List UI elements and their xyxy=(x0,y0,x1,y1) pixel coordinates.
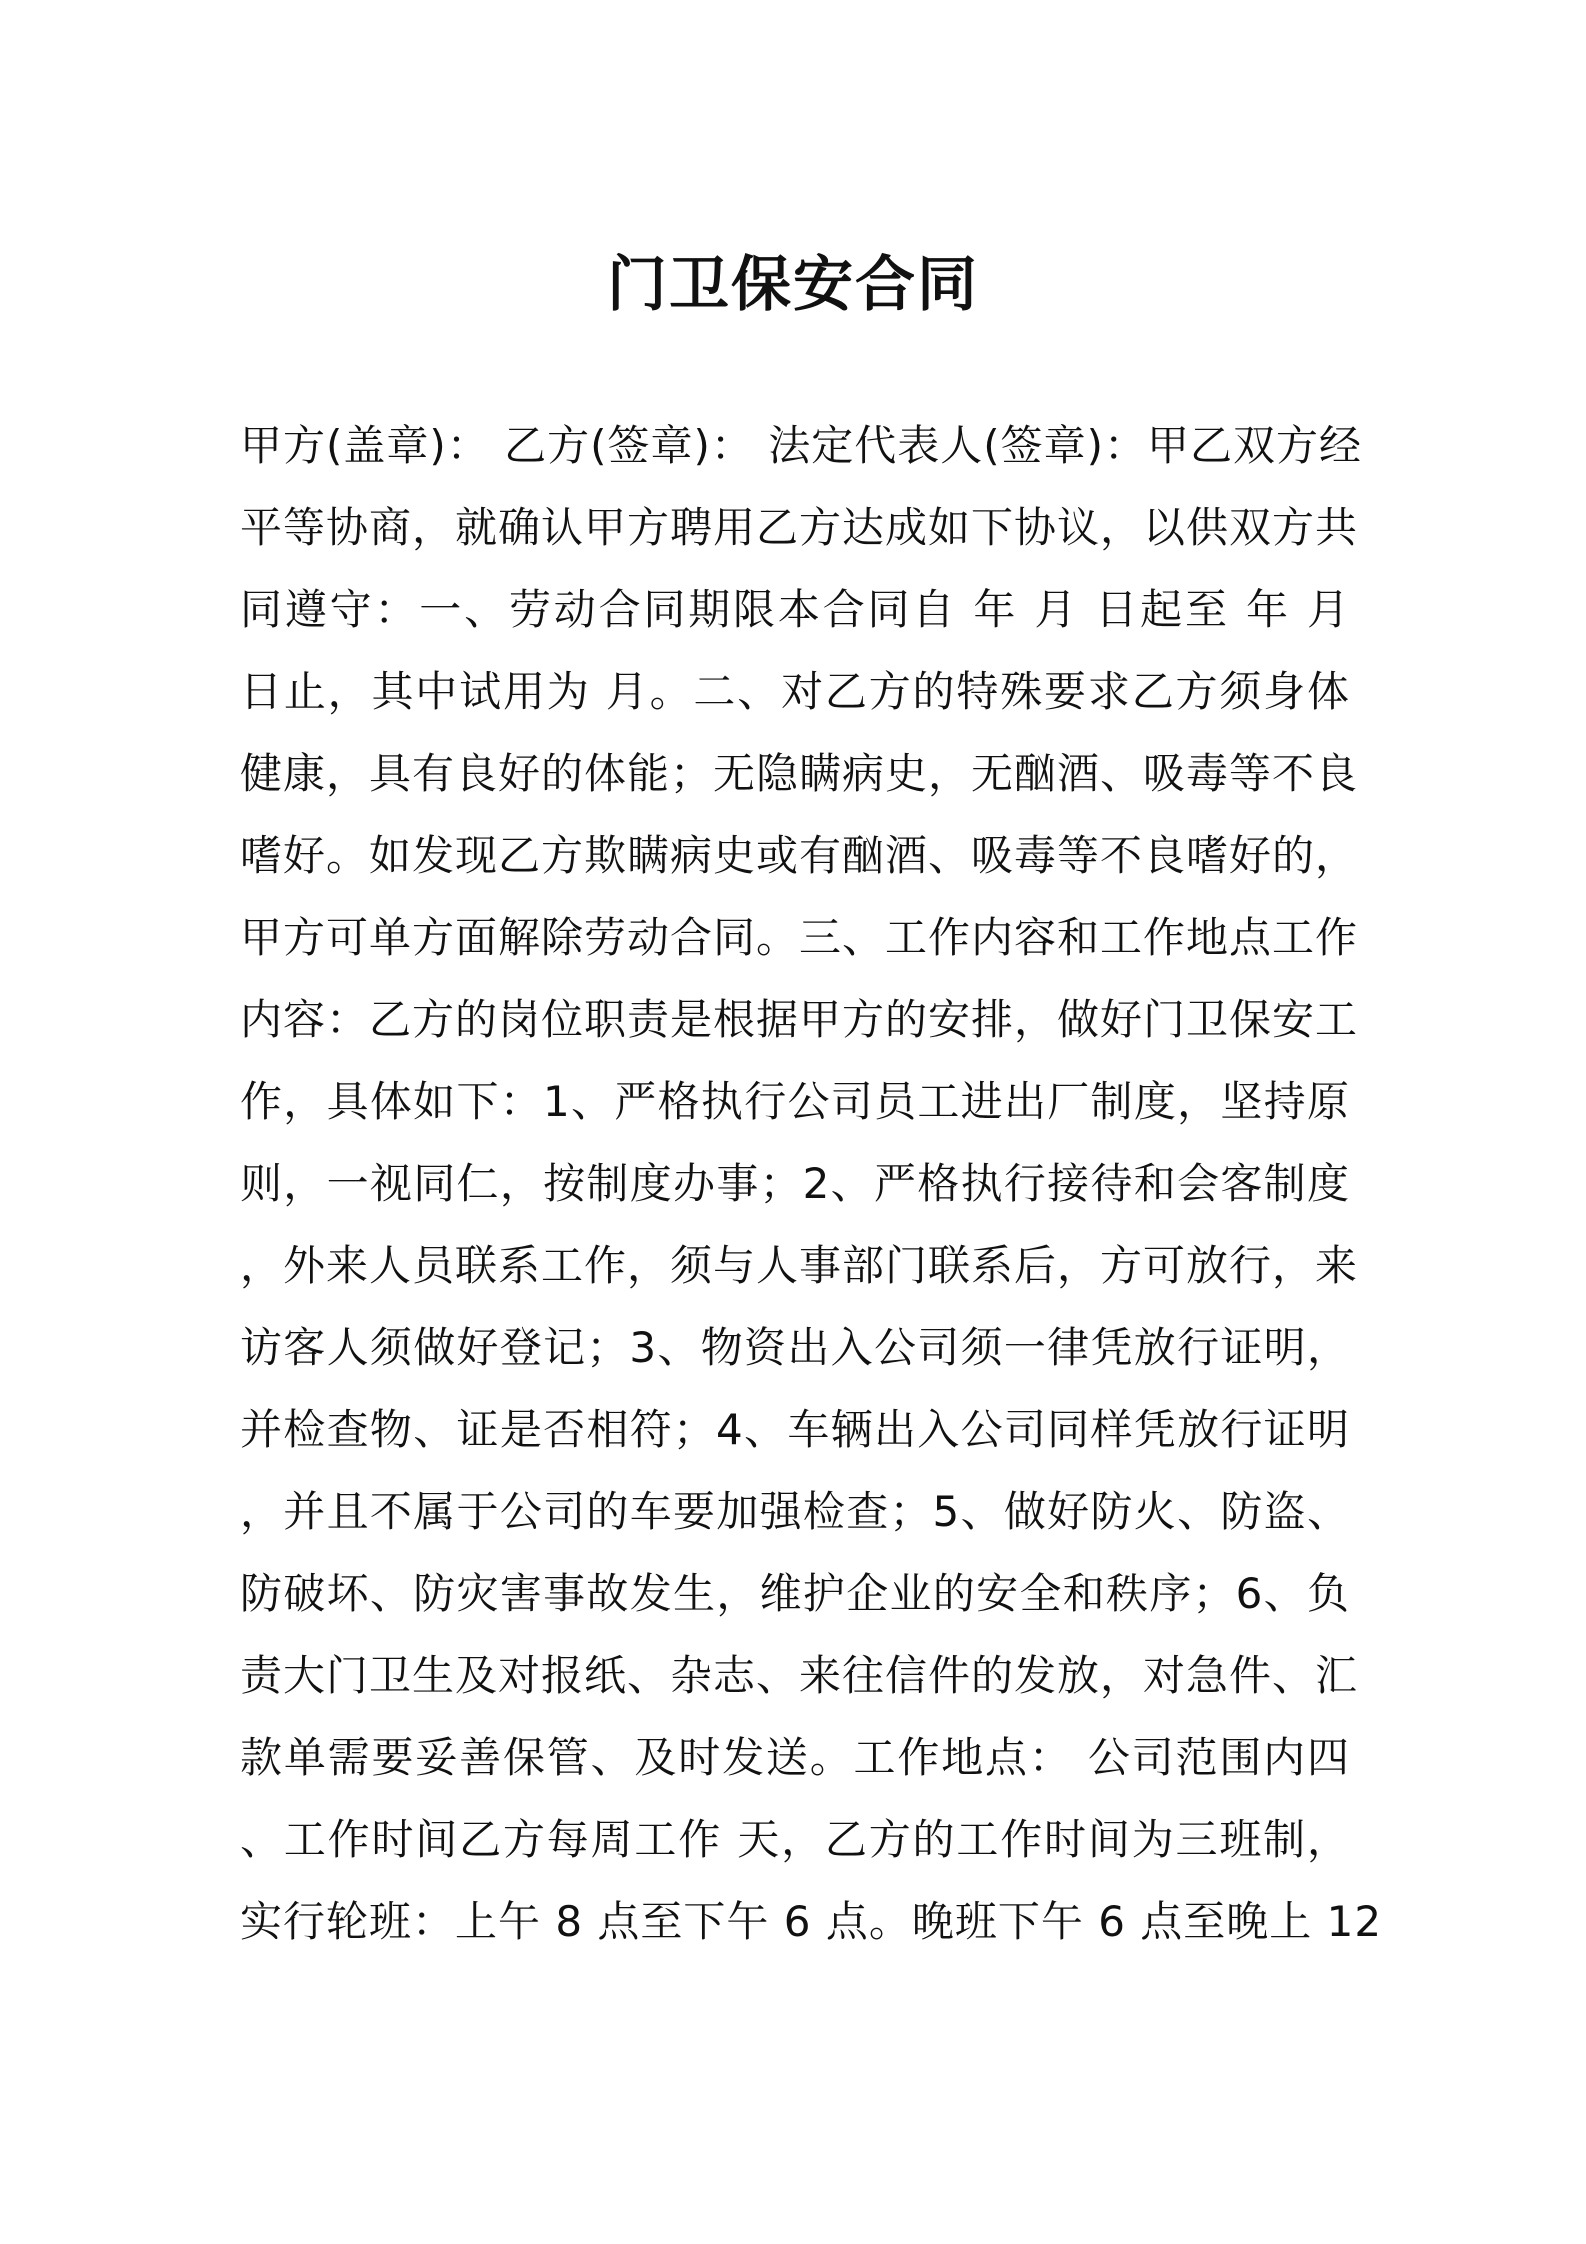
body-line: 款单需要妥善保管、及时发送。工作地点： 公司范围内四 xyxy=(240,1733,1350,1782)
body-line: 健康，具有良好的体能；无隐瞒病史，无酗酒、吸毒等不良 xyxy=(240,749,1359,798)
body-line: 同遵守：一、劳动合同期限本合同自 年 月 日起至 年 月 xyxy=(240,585,1350,634)
body-line: 平等协商，就确认甲方聘用乙方达成如下协议，以供双方共 xyxy=(240,503,1359,552)
body-line: ，并且不属于公司的车要加强检查；5、做好防火、防盗、 xyxy=(240,1487,1350,1536)
body-line: 访客人须做好登记；3、物资出入公司须一律凭放行证明， xyxy=(240,1323,1350,1372)
contract-body xyxy=(240,405,1383,1963)
body-line: 作，具体如下：1、严格执行公司员工进出厂制度，坚持原 xyxy=(240,1077,1350,1126)
body-line: 日止，其中试用为 月。二、对乙方的特殊要求乙方须身体 xyxy=(240,667,1350,716)
body-line: 甲方可单方面解除劳动合同。三、工作内容和工作地点工作 xyxy=(240,913,1359,962)
body-line: 内容：乙方的岗位职责是根据甲方的安排，做好门卫保安工 xyxy=(240,995,1359,1044)
body-line: 并检查物、证是否相符；4、车辆出入公司同样凭放行证明 xyxy=(240,1405,1350,1454)
document-title: 门卫保安合同 xyxy=(607,250,979,320)
body-line: 甲方(盖章)： 乙方(签章)： 法定代表人(签章)：甲乙双方经 xyxy=(240,421,1363,470)
body-line: 责大门卫生及对报纸、杂志、来往信件的发放，对急件、汇 xyxy=(240,1651,1359,1700)
body-line: 防破坏、防灾害事故发生，维护企业的安全和秩序；6、负 xyxy=(240,1569,1350,1618)
body-line: ，外来人员联系工作，须与人事部门联系后，方可放行，来 xyxy=(240,1241,1359,1290)
body-line: 则，一视同仁，按制度办事；2、严格执行接待和会客制度 xyxy=(240,1159,1350,1208)
body-line: 嗜好。如发现乙方欺瞒病史或有酗酒、吸毒等不良嗜好的， xyxy=(240,831,1359,880)
body-line: 实行轮班：上午 8 点至下午 6 点。晚班下午 6 点至晚上 12 xyxy=(240,1897,1383,1946)
body-line: 、工作时间乙方每周工作 天，乙方的工作时间为三班制， xyxy=(240,1815,1350,1864)
